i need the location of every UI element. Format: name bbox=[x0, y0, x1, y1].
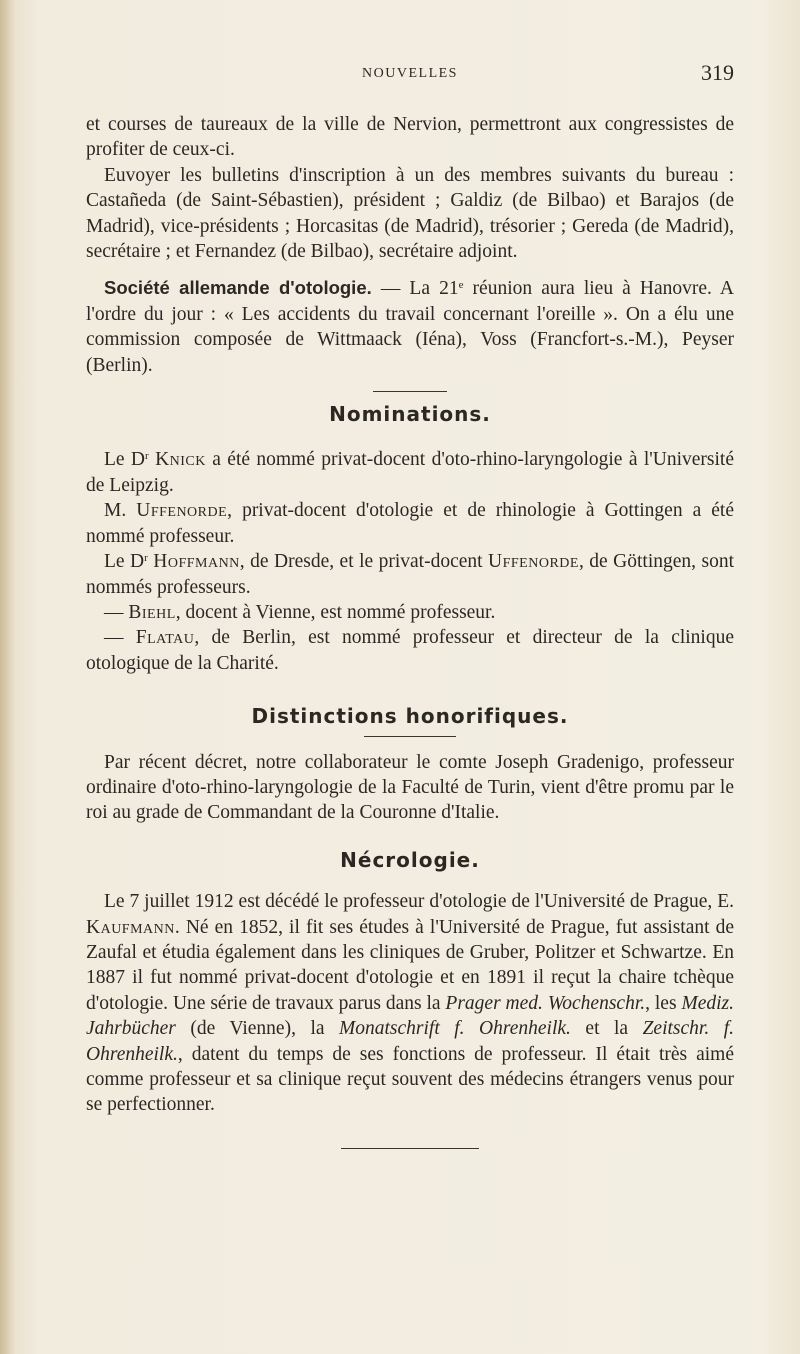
text-run: — bbox=[104, 627, 136, 649]
text-run: Le 7 juillet 1912 est décédé le professeur d'otologie de l'Université de Prague, E. bbox=[104, 891, 734, 913]
text-run: , datent du temps de ses fonctions de professeur. Il était très aimé comme professeur et sa clinique reçut souvent des médecins étrangers venus pour se perfectionner. bbox=[86, 1043, 734, 1116]
journal-title: Prager med. Wochenschr. bbox=[445, 992, 646, 1014]
superscript: r bbox=[145, 450, 149, 463]
text-run: , de Göttingen, sont nommés professeurs. bbox=[86, 551, 734, 598]
text-run: (de Vienne), la bbox=[175, 1018, 340, 1040]
page-header bbox=[86, 60, 734, 90]
page-binding-edge bbox=[0, 0, 14, 1354]
nomination-uffenorde bbox=[86, 498, 734, 549]
text-run: . Né en 1852, il fit ses études à l'Université de Prague, fut assistant de Zaufal et étudia également dans les cliniques de Gruber, Politzer et Schwartze. En 1887 il fut nommé privat-docent d'otologie et en 1891 il reçut la chaire tchèque d'otologie. Une série de travaux parus dans la bbox=[86, 916, 734, 1014]
person-name: Uffenorde bbox=[136, 500, 228, 522]
nomination-hoffmann bbox=[86, 549, 734, 600]
section-title-distinctions: Distinctions honorifiques. bbox=[251, 704, 569, 729]
text-run: , privat-docent d'otologie et de rhinologie à Gottingen a été nommé professeur. bbox=[86, 500, 734, 547]
person-name: Hoffmann bbox=[153, 551, 240, 573]
person-name: Kaufmann bbox=[86, 916, 175, 938]
nomination-knick bbox=[86, 447, 734, 498]
journal-title: Monatschrift f. Ohrenheilk. bbox=[339, 1018, 571, 1040]
divider-rule bbox=[364, 736, 456, 737]
section-title-nominations: Nominations. bbox=[329, 402, 491, 427]
distinctions-paragraph: Par récent décret, notre collaborateur le comte Joseph Gradenigo, professeur ordinaire d'oto-rhino-laryngologie de la Faculté de Turin, vient d'être promu par le roi au grade de Commandant de la Couronne d'Italie. bbox=[86, 751, 734, 824]
text-run: M. bbox=[104, 500, 137, 522]
journal-title: Zeitschr. f. Ohrenheilk. bbox=[86, 1018, 734, 1065]
intro-paragraph-2: Euvoyer les bulletins d'inscription à un des membres suivants du bureau : Castañeda (de Saint-Sébastien), président ; Galdiz (de Bilbao) et Barajos (de Madrid), vice-présidents ; Horcasitas (de Madrid), trésorier ; Gereda (de Madrid), secrétaire ; et Fernandez (de Bilbao), secrétaire adjoint. bbox=[86, 164, 734, 263]
superscript: r bbox=[144, 552, 148, 565]
text-run: et la bbox=[570, 1018, 643, 1040]
nominations-block bbox=[86, 447, 734, 676]
societe-heading: Société allemande d'otologie. bbox=[104, 277, 372, 299]
societe-sup: e bbox=[458, 279, 464, 292]
nomination-flatau bbox=[86, 625, 734, 676]
text-run: Le D bbox=[104, 551, 145, 573]
person-name: Flatau bbox=[135, 627, 195, 649]
text-run: , de Dresde, et le privat-docent bbox=[239, 551, 489, 573]
text-run: Le D bbox=[104, 449, 146, 471]
running-head: NOUVELLES bbox=[362, 66, 458, 81]
person-name: Biehl bbox=[128, 601, 176, 623]
closing-rule bbox=[341, 1148, 479, 1149]
societe-text-b: réunion aura lieu à Hanovre. A l'ordre du jour : « Les accidents du travail concernant l'oreille ». On a élu une commission composée de Wittmaack (Iéna), Voss (Francfort-s.-M.), Peyser (Berlin). bbox=[86, 278, 734, 376]
intro-paragraph-1: et courses de taureaux de la ville de Nervion, permettront aux congressistes de profiter de ceux-ci. bbox=[86, 114, 734, 161]
section-title-necrologie: Nécrologie. bbox=[340, 847, 480, 872]
nomination-biehl bbox=[86, 600, 734, 625]
societe-text-a: — La 21 bbox=[371, 278, 459, 300]
text-run: , docent à Vienne, est nommé professeur. bbox=[175, 601, 496, 623]
necrologie-paragraph bbox=[86, 889, 734, 1118]
page-body bbox=[86, 112, 734, 1149]
divider-rule bbox=[373, 391, 447, 392]
page-number: 319 bbox=[701, 60, 734, 85]
text-run: , de Berlin, est nommé professeur et directeur de la clinique otologique de la Charité. bbox=[86, 627, 735, 674]
societe-paragraph bbox=[86, 275, 734, 378]
text-run: , les bbox=[645, 992, 682, 1014]
person-name: Knick bbox=[155, 449, 206, 471]
journal-title: Mediz. Jahrbücher bbox=[86, 992, 734, 1040]
person-name: Uffenorde bbox=[488, 551, 579, 573]
text-run: — bbox=[104, 601, 129, 623]
text-run: a été nommé privat-docent d'oto-rhino-laryngologie à l'Université de Leipzig. bbox=[86, 449, 735, 496]
